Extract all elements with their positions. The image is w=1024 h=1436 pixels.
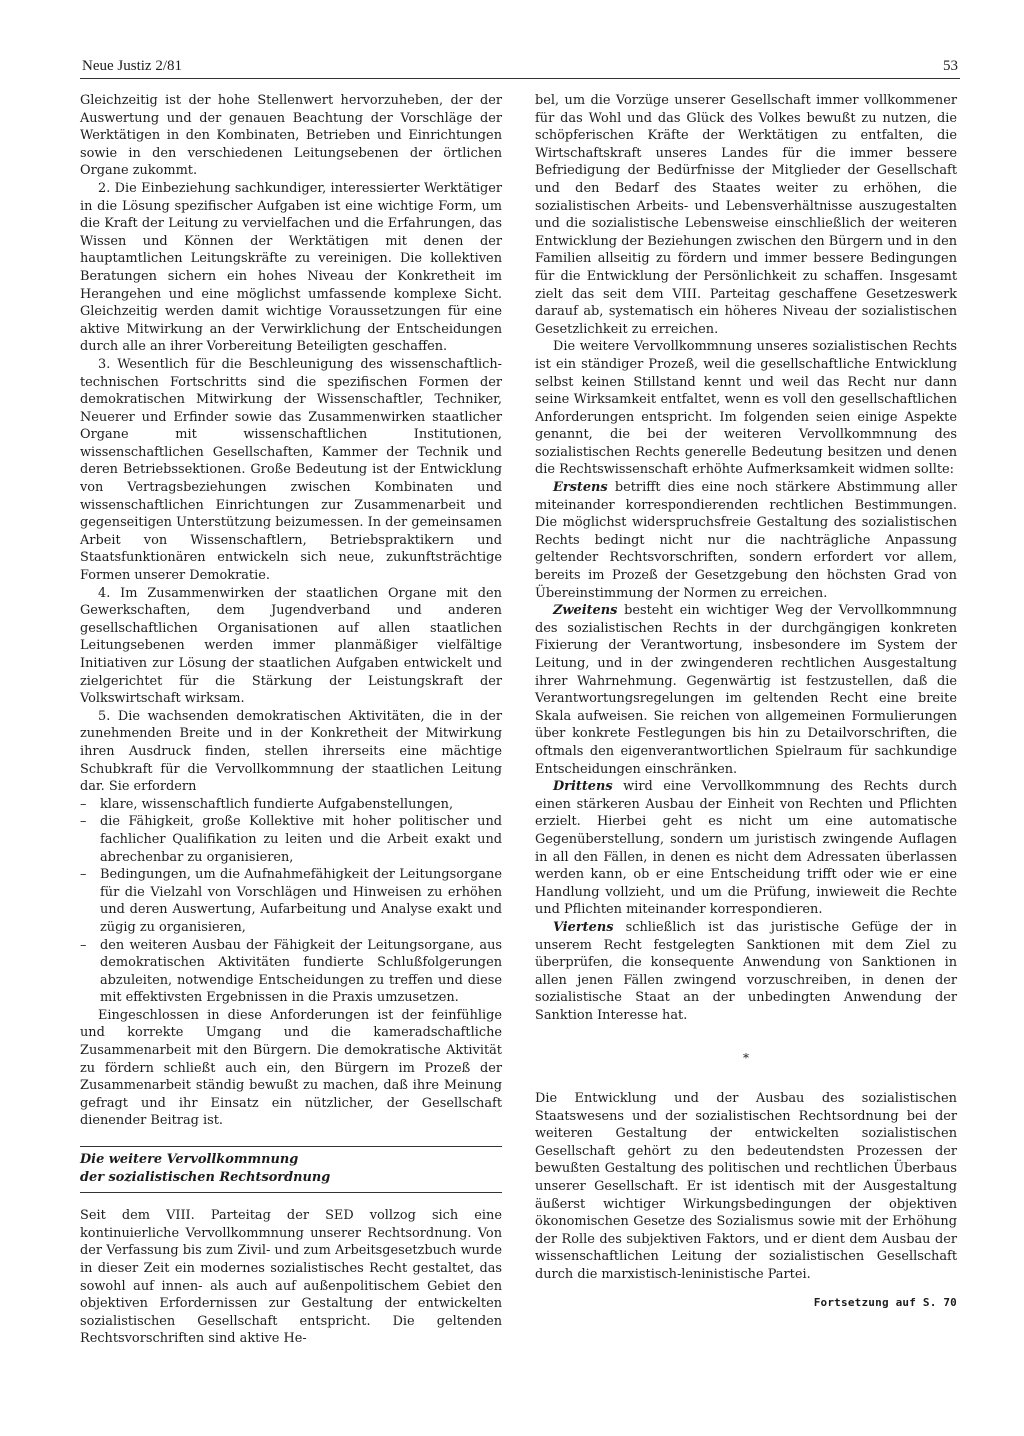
paragraph-viertens bbox=[535, 919, 957, 1025]
continuation-note: Fortsetzung auf S. 70 bbox=[813, 1295, 957, 1309]
paragraph: bel, um die Vorzüge unserer Gesellschaft immer vollkommener für das Wohl und das Glück des Volkes bewußt zu nutzen, die schöpferischen Kräfte der Werktätigen zu entfalten, die Wirtschaftskraft unseres Landes für die immer bessere Befriedigung der Bedürfnisse der Mitglieder der Gesellschaft und den Bedarf des Staates weiter zu erhöhen, die sozialistischen Arbeits- und Lebensverhältnisse auszugestalten und die sozialistische Lebensweise einschließlich der weiteren Entwicklung der Beziehungen zwischen den Bürgern und in den Familien allseitig zu fördern und immer bessere Bedingungen für die Entwicklung der Persönlichkeit zu schaffen. Insgesamt zielt das seit dem VIII. Parteitag geschaffene Gesetzeswerk darauf ab, systematisch ein höheres Niveau der sozialistischen Gesetzlichkeit zu erreichen. bbox=[535, 93, 957, 337]
paragraph: 2. Die Einbeziehung sachkundiger, interessierter Werktätiger in die Lösung spezifischer Aufgaben ist eine wichtige Form, um die Kraft der Leitung zu vervielfachen und die Erfahrungen, das Wissen und Können der Werktätigen mit denen der hauptamtlichen Leitungskräfte zu vereinigen. Die kollektiven Beratungen sichern ein hohes Niveau der Konkretheit im Herangehen und eine möglichst umfassende komplexe Sicht. Gleichzeitig werden damit wichtige Voraussetzungen für eine aktive Mitwirkung an der Verwirklichung der Entscheidungen durch alle an ihrer Vorbereitung Beteiligten geschaffen. bbox=[80, 180, 502, 355]
paragraph-zweitens bbox=[535, 602, 957, 778]
paragraph: Eingeschlossen in diese Anforderungen ist der feinfühlige und korrekte Umgang und die kameradschaftliche Zusammenarbeit mit den Bürgern. Die demokratische Aktivität zu fördern schließt auch ein, den Bürgern im Prozeß der Zusammenarbeit ständig bewußt zu machen, daß ihre Meinung gefragt und ihr Einsatz ein nützlicher, der Gesellschaft dienender Beitrag ist. bbox=[80, 1007, 502, 1129]
keyword: Erstens bbox=[553, 480, 608, 496]
keyword: Zweitens bbox=[553, 603, 618, 619]
paragraph-erstens bbox=[535, 479, 957, 602]
requirements-list bbox=[80, 796, 502, 1007]
paragraph-text: wird eine Vervollkommnung des Rechts durch einen stärkeren Ausbau der Einheit von Rechten und Pflichten erzielt. Hierbei geht es nicht um eine automatische Gegenüberstellung, sondern um juristisch zwingende Auflagen in all den Fällen, in denen es nicht dem Adressaten überlassen werden kann, ob er eine Entscheidung trifft oder wie er eine Handlung vollzieht, und um die Prüfung, inwieweit die Rechte und Pflichten miteinander korrespondieren. bbox=[535, 779, 957, 918]
paragraph: 3. Wesentlich für die Beschleunigung des wissenschaftlich-technischen Fortschritts sind die spezifischen Formen der demokratischen Mitwirkung der Wissenschaftler, Techniker, Neuerer und Erfinder sowie das Zusammenwirken staatlicher Organe mit wissenschaftlichen Institutionen, wissenschaftlichen Gesellschaften, Kammer der Technik und deren Betriebssektionen. Große Bedeutung ist der Entwicklung von Vertragsbeziehungen zwischen Kombinaten und wissenschaftlichen Einrichtungen zur Zusammenarbeit und gegenseitigen Unterstützung beizumessen. In der gemeinsamen Arbeit von Wissenschaftlern, Betriebspraktikern und Staatsfunktionären entwickeln sich neue, zukunftsträchtige Formen unserer Demokratie. bbox=[80, 356, 502, 584]
paragraph-text: betrifft dies eine noch stärkere Abstimmung aller miteinander korrespondierenden rechtlichen Bestimmungen. Die möglichst widerspruchsfreie Gestaltung des sozialistischen Rechts bedingt nicht nur die nachträgliche Anpassung geltender Rechtsvorschriften, sondern erfordert vor allem, bereits im Prozeß der Gesetzgebung den höchsten Grad von Übereinstimmung der Normen zu erreichen. bbox=[535, 480, 957, 601]
keyword: Viertens bbox=[553, 919, 614, 935]
right-column bbox=[535, 92, 957, 1311]
journal-title: Neue Justiz 2/81 bbox=[82, 58, 182, 74]
document-page bbox=[80, 58, 960, 1388]
left-column bbox=[80, 92, 502, 1348]
paragraph: Seit dem VIII. Parteitag der SED vollzog sich eine kontinuierliche Vervollkommnung unserer Rechtsordnung. Von der Verfassung bis zum Zivil- und zum Arbeitsgesetzbuch wurde in dieser Zeit ein modernes sozialistisches Recht gestaltet, das sowohl auf innen- als auch auf außenpolitischem Gebiet den objektiven Erfordernissen zur Gestaltung der entwickelten sozialistischen Gesellschaft entspricht. Die geltenden Rechtsvorschriften sind aktive He- bbox=[80, 1208, 502, 1347]
paragraph-text: besteht ein wichtiger Weg der Vervollkommnung des sozialistischen Rechts in der durchgängigen konkreten Fixierung der Verantwortung, insbesondere im System der Leitung, und in der zwingenderen rechtlichen Ausgestaltung ihrer Wahrnehmung. Gegenwärtig ist festzustellen, daß die Verantwortungsregelungen im geltenden Recht eine breite Skala aufweisen. Sie reichen von allgemeinen Formulierungen über konkrete Festlegungen bis hin zu Detailvorschriften, die oftmals den eigenverantwortlichen Spielraum für sachkundige Entscheidungen einschränken. bbox=[535, 603, 957, 777]
paragraph: Die Entwicklung und der Ausbau des sozialistischen Staatswesens und der sozialistischen Rechtsordnung bei der weiteren Gestaltung der entwickelten sozialistischen Gesellschaft gehört zu den bedeutendsten Prozessen der bewußten Gestaltung des politischen und rechtlichen Überbaus unserer Gesellschaft. Er ist identisch mit der Ausgestaltung äußerst wichtiger Wirkungsbedingungen der objektiven ökonomischen Gesetze des Sozialismus sowie mit der Erhöhung der Rolle des subjektiven Faktors, und er dient dem Ausbau der wissenschaftlichen Leitung der sozialistischen Gesellschaft durch die marxistisch-leninistische Partei. bbox=[535, 1091, 957, 1282]
keyword: Drittens bbox=[553, 779, 613, 795]
list-item: – Bedingungen, um die Aufnahmefähigkeit der Leitungsorgane für die Vielzahl von Vorschlägen und Hinweisen zu erhöhen und deren Auswertung, Aufarbeitung und Analyse exakt und zügig zu organisieren, bbox=[80, 866, 502, 936]
paragraph: 5. Die wachsenden demokratischen Aktivitäten, die in der zunehmenden Breite und in der Konkretheit der Mitwirkung ihren Ausdruck finden, stellen ihrerseits eine mächtige Schubkraft für die Vervollkommnung der staatlichen Leitung dar. Sie erfordern bbox=[80, 708, 502, 795]
section-separator: * bbox=[743, 1051, 749, 1066]
list-item: – die Fähigkeit, große Kollektive mit hoher politischer und fachlicher Qualifikation zu leiten und die Arbeit exakt und abrechenbar zu organisieren, bbox=[80, 813, 502, 866]
paragraph: 4. Im Zusammenwirken der staatlichen Organe mit den Gewerkschaften, dem Jugendverband und anderen gesellschaftlichen Organisationen auf allen staatlichen Leitungsebenen werden immer planmäßiger vielfältige Initiativen zur Lösung der staatlichen Aufgaben entwickelt und zielgerichtet für die Stärkung der Leistungskraft der Volkswirtschaft wirksam. bbox=[80, 585, 502, 707]
running-header bbox=[80, 58, 960, 79]
paragraph: Gleichzeitig ist der hohe Stellenwert hervorzuheben, der der Auswertung und der genauen Beachtung der Vorschläge der Werktätigen in den Kombinaten, Betrieben und Einrichtungen sowie in den verschiedenen Leitungsebenen der örtlichen Organe zukommt. bbox=[80, 93, 502, 179]
paragraph: Die weitere Vervollkommnung unseres sozialistischen Rechts ist ein ständiger Prozeß, weil die gesellschaftliche Entwicklung selbst keinen Stillstand kennt und weil das Recht nur dann seine Wirksamkeit entfaltet, wenn es voll den gesellschaftlichen Anforderungen entspricht. Im folgenden seien einige Aspekte genannt, die bei der weiteren Vervollkommnung des sozialistischen Rechts generelle Bedeutung besitzen und denen die Rechtswissenschaft erhöhte Aufmerksamkeit widmen sollte: bbox=[535, 339, 957, 478]
section-heading-line: der sozialistischen Rechtsordnung bbox=[80, 1169, 331, 1185]
page-number: 53 bbox=[943, 58, 958, 74]
paragraph-text: schließlich ist das juristische Gefüge der in unserem Recht festgelegten Sanktionen mit dem Ziel zu überprüfen, die konsequente Anwendung von Sanktionen in allen jenen Fällen zwingend vorzuschreiben, in denen der sozialistische Staat an der unbedingten Anwendung der Sanktion Interesse hat. bbox=[535, 919, 957, 1023]
list-item: – klare, wissenschaftlich fundierte Aufgabenstellungen, bbox=[80, 796, 502, 814]
section-heading-line: Die weitere Vervollkommnung bbox=[80, 1152, 299, 1168]
paragraph-drittens bbox=[535, 778, 957, 919]
list-item: – den weiteren Ausbau der Fähigkeit der Leitungsorgane, aus demokratischen Aktivitäten fundierte Schlußfolgerungen abzuleiten, notwendige Entscheidungen zu treffen und diese mit effektivsten Ergebnissen in die Praxis umzusetzen. bbox=[80, 937, 502, 1007]
section-heading bbox=[80, 1146, 502, 1193]
